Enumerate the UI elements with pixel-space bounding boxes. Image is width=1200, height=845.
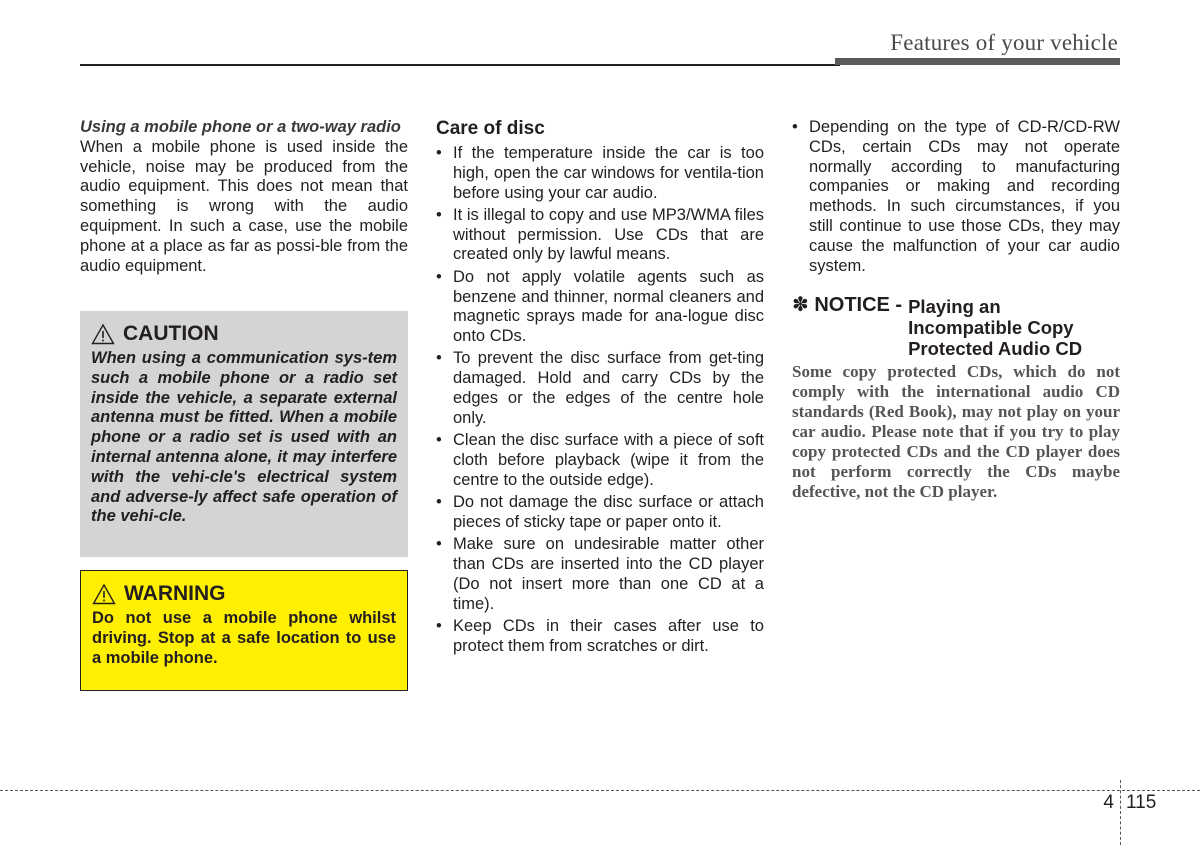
list-item: • Keep CDs in their cases after use to protect them from scratches or dirt.: [436, 616, 764, 655]
list-item: • Make sure on undesirable matter other than CDs are inserted into the CD player (Do not insert more than one CD at a time).: [436, 535, 764, 613]
mobile-phone-subheading: Using a mobile phone or a two-way radio: [80, 118, 401, 136]
list-item: • It is illegal to copy and use MP3/WMA files without permission. Use CDs that are created only by lawful means.: [436, 205, 764, 264]
column-middle: [436, 118, 764, 659]
notice-title: Playing an Incompatible Copy Protected Audio CD: [908, 296, 1083, 360]
header-rule: [80, 64, 840, 66]
warning-triangle-icon: [92, 583, 116, 605]
bullet-icon: •: [436, 431, 442, 450]
list-item: • Depending on the type of CD-R/CD-RW CDs, certain CDs may not operate normally according to manufacturing companies or making and recording methods. In such circumstances, if you still continue to use those CDs, they may cause the malfunction of your car audio system.: [792, 118, 1120, 275]
bullet-icon: •: [436, 493, 442, 512]
cdr-list: [792, 118, 1120, 276]
header-accent-bar: [835, 58, 1120, 65]
caution-title: CAUTION: [123, 322, 219, 345]
list-item: • If the temperature inside the car is too high, open the car windows for ventila-tion before using your car audio.: [436, 144, 764, 202]
bullet-icon: •: [792, 118, 798, 136]
warning-text: Do not use a mobile phone whilst driving. Stop at a safe location to use a mobile phone.: [92, 609, 396, 667]
warning-title: WARNING: [124, 582, 226, 605]
caution-text: When using a communication sys-tem such a mobile phone or a radio set inside the vehicle, a separate external antenna must be fitted. When a mobile phone or a radio set is used with an internal antenna alone, it may interfere with the vehi-cle's electrical system and adverse-ly affect safe operation of the vehi-cle.: [91, 349, 397, 526]
care-of-disc-title: Care of disc: [436, 118, 545, 139]
notice-body: Some copy protected CDs, which do not comply with the international audio CD standards (Red Book), may not play on your car audio. Please note that if you try to play copy protected CDs and the CD player does not perform correctly the CDs maybe defective, not the CD player.: [792, 362, 1120, 502]
caution-box: [80, 311, 408, 557]
bullet-icon: •: [436, 267, 442, 286]
list-item: • Do not damage the disc surface or attach pieces of sticky tape or paper onto it.: [436, 493, 764, 531]
mobile-phone-paragraph: When a mobile phone is used inside the vehicle, noise may be produced from the audio equipment. This does not mean that something is wrong with the audio equipment. In such a case, use the mobile phone at a place as far as possi-ble from the audio equipment.: [80, 137, 408, 275]
notice-heading: [792, 294, 1120, 359]
warning-triangle-icon: [91, 323, 115, 345]
list-item: • To prevent the disc surface from get-ting damaged. Hold and carry CDs by the edges or the edges of the centre hole only.: [436, 349, 764, 427]
bullet-icon: •: [436, 349, 442, 368]
care-of-disc-list: [436, 144, 764, 656]
notice-label: ✽ NOTICE -: [792, 294, 903, 317]
column-right: [792, 118, 1120, 502]
page-number: 115: [1126, 792, 1157, 813]
bullet-icon: •: [436, 144, 442, 162]
chapter-number: 4: [1103, 792, 1114, 813]
column-left: [80, 118, 408, 276]
page-header-title: Features of your vehicle: [890, 30, 1118, 55]
warning-box: [80, 570, 408, 691]
footer-divider: [0, 790, 1200, 791]
bullet-icon: •: [436, 205, 442, 224]
footer-page-separator: [1120, 780, 1121, 845]
list-item: • Do not apply volatile agents such as benzene and thinner, normal cleaners and magnetic sprays made for ana-logue disc onto CDs.: [436, 267, 764, 346]
list-item: • Clean the disc surface with a piece of soft cloth before playback (wipe it from the centre to the outside edge).: [436, 431, 764, 489]
bullet-icon: •: [436, 616, 442, 635]
bullet-icon: •: [436, 535, 442, 554]
